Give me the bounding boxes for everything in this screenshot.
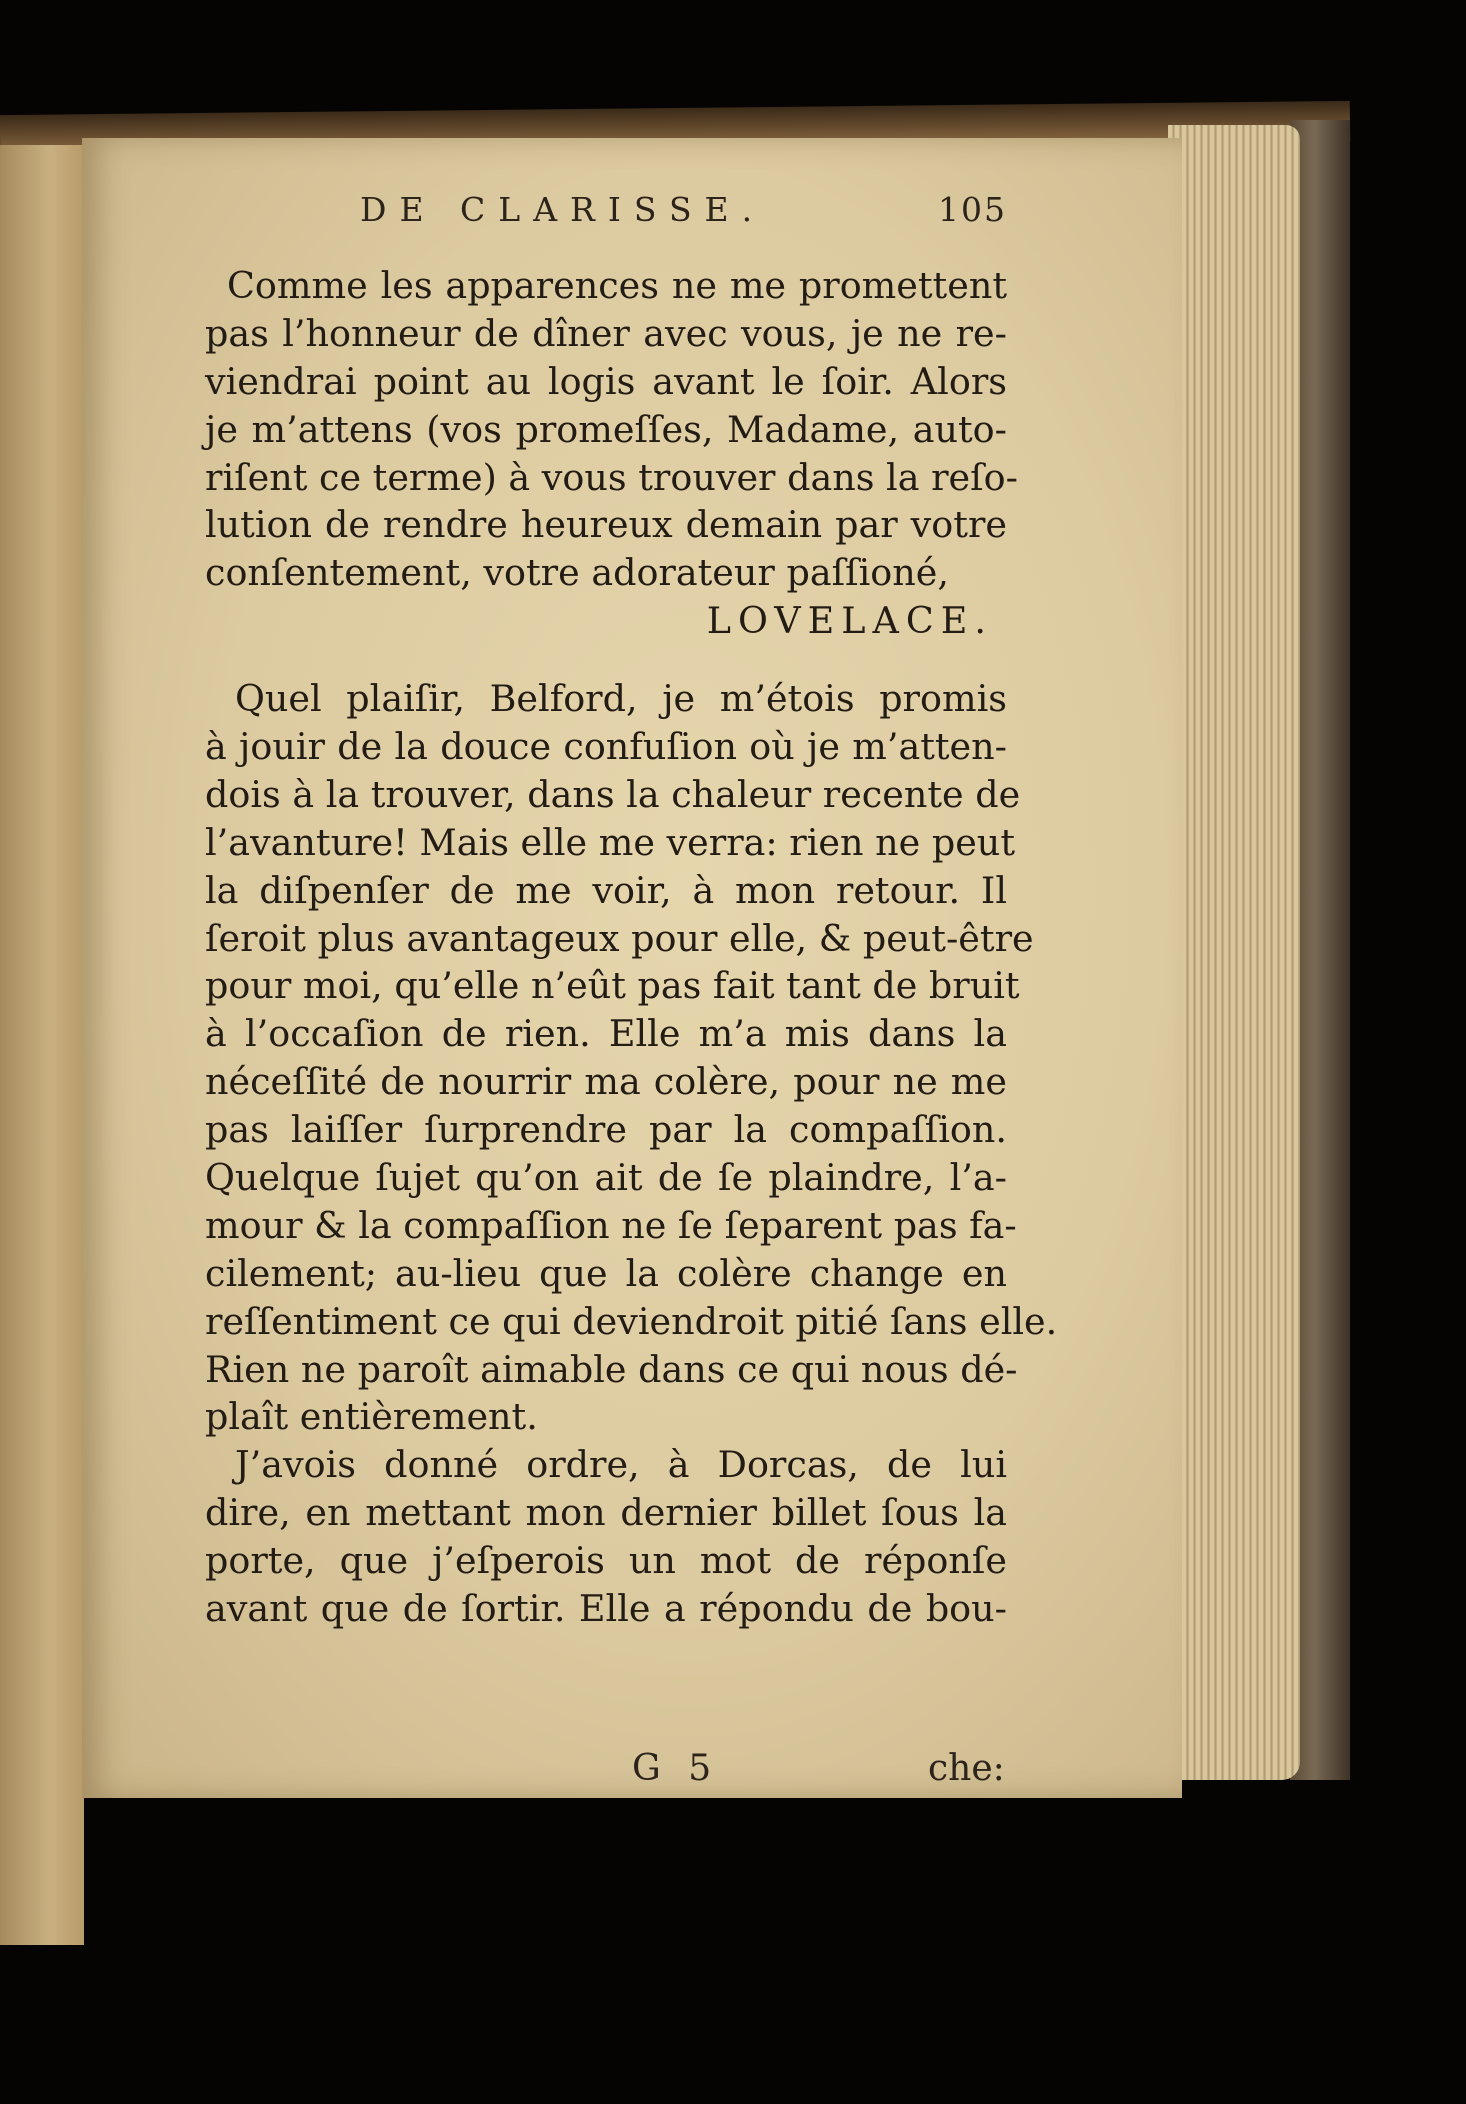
paragraph-gap [205, 645, 1007, 675]
text-line: pas laiſſer ſurprendre par la compaſſion. [205, 1108, 1007, 1152]
text-line: porte, que j’eſperois un mot de réponſe [205, 1539, 1007, 1583]
page-text [205, 262, 1058, 1633]
text-line: viendrai point au logis avant le ſoir. Alors [205, 359, 1007, 403]
text-line: pas l’honneur de dîner avec vous, je ne re- [205, 311, 1007, 355]
text-line: J’avois donné ordre, à Dorcas, de lui [235, 1443, 1007, 1487]
text-line: à jouir de la douce confuſion où je m’atten- [205, 725, 1007, 769]
letter-signature: LOVELACE. [706, 599, 993, 643]
page-number: 105 [938, 190, 1007, 229]
running-head: DE CLARISSE. [360, 190, 766, 229]
text-line: riſent ce terme) à vous trouver dans la reſo- [205, 455, 1018, 499]
text-line: cilement; au-lieu que la colère change en [205, 1251, 1007, 1295]
text-line: dois à la trouver, dans la chaleur recente de [205, 772, 1021, 816]
page-footer [0, 1748, 1466, 1798]
left-page-edge [0, 145, 84, 1945]
text-line: je m’attens (vos promeſſes, Madame, auto- [205, 407, 1007, 451]
text-line: l’avanture! Mais elle me verra: rien ne peut [205, 820, 1015, 864]
page-header [0, 190, 1466, 240]
text-line: la diſpenſer de me voir, à mon retour. Il [205, 868, 1007, 912]
text-line: Quelque ſujet qu’on ait de ſe plaindre, l’a- [205, 1156, 1007, 1200]
text-line: dire, en mettant mon dernier billet ſous la [205, 1491, 1007, 1535]
text-line: reſſentiment ce qui deviendroit pitié ſans elle. [205, 1299, 1058, 1343]
text-line: Comme les apparences ne me promettent [227, 264, 1007, 307]
text-line: Quel plaiſir, Belford, je m’étois promis [235, 677, 1007, 721]
catchword: che: [928, 1748, 1005, 1789]
text-line: pour moi, qu’elle n’eût pas fait tant de bruit [205, 964, 1020, 1008]
text-line: lution de rendre heureux demain par votre [205, 503, 1007, 547]
text-line: avant que de ſortir. Elle a répondu de bou- [205, 1587, 1007, 1631]
gathering-signature-mark: G 5 [632, 1748, 720, 1789]
text-line: Rien ne paroît aimable dans ce qui nous dé- [205, 1347, 1018, 1391]
text-line: ſeroit plus avantageux pour elle, & peut-être [205, 916, 1034, 960]
text-line: conſentement, votre adorateur paſſioné, [205, 551, 949, 595]
page-block-edges [1168, 125, 1300, 1780]
text-line: plaît entièrement. [205, 1395, 538, 1439]
text-line: à l’occaſion de rien. Elle m’a mis dans la [205, 1012, 1007, 1056]
text-line: mour & la compaſſion ne ſe ſeparent pas fa- [205, 1203, 1017, 1247]
text-line: néceſſité de nourrir ma colère, pour ne me [205, 1060, 1007, 1104]
